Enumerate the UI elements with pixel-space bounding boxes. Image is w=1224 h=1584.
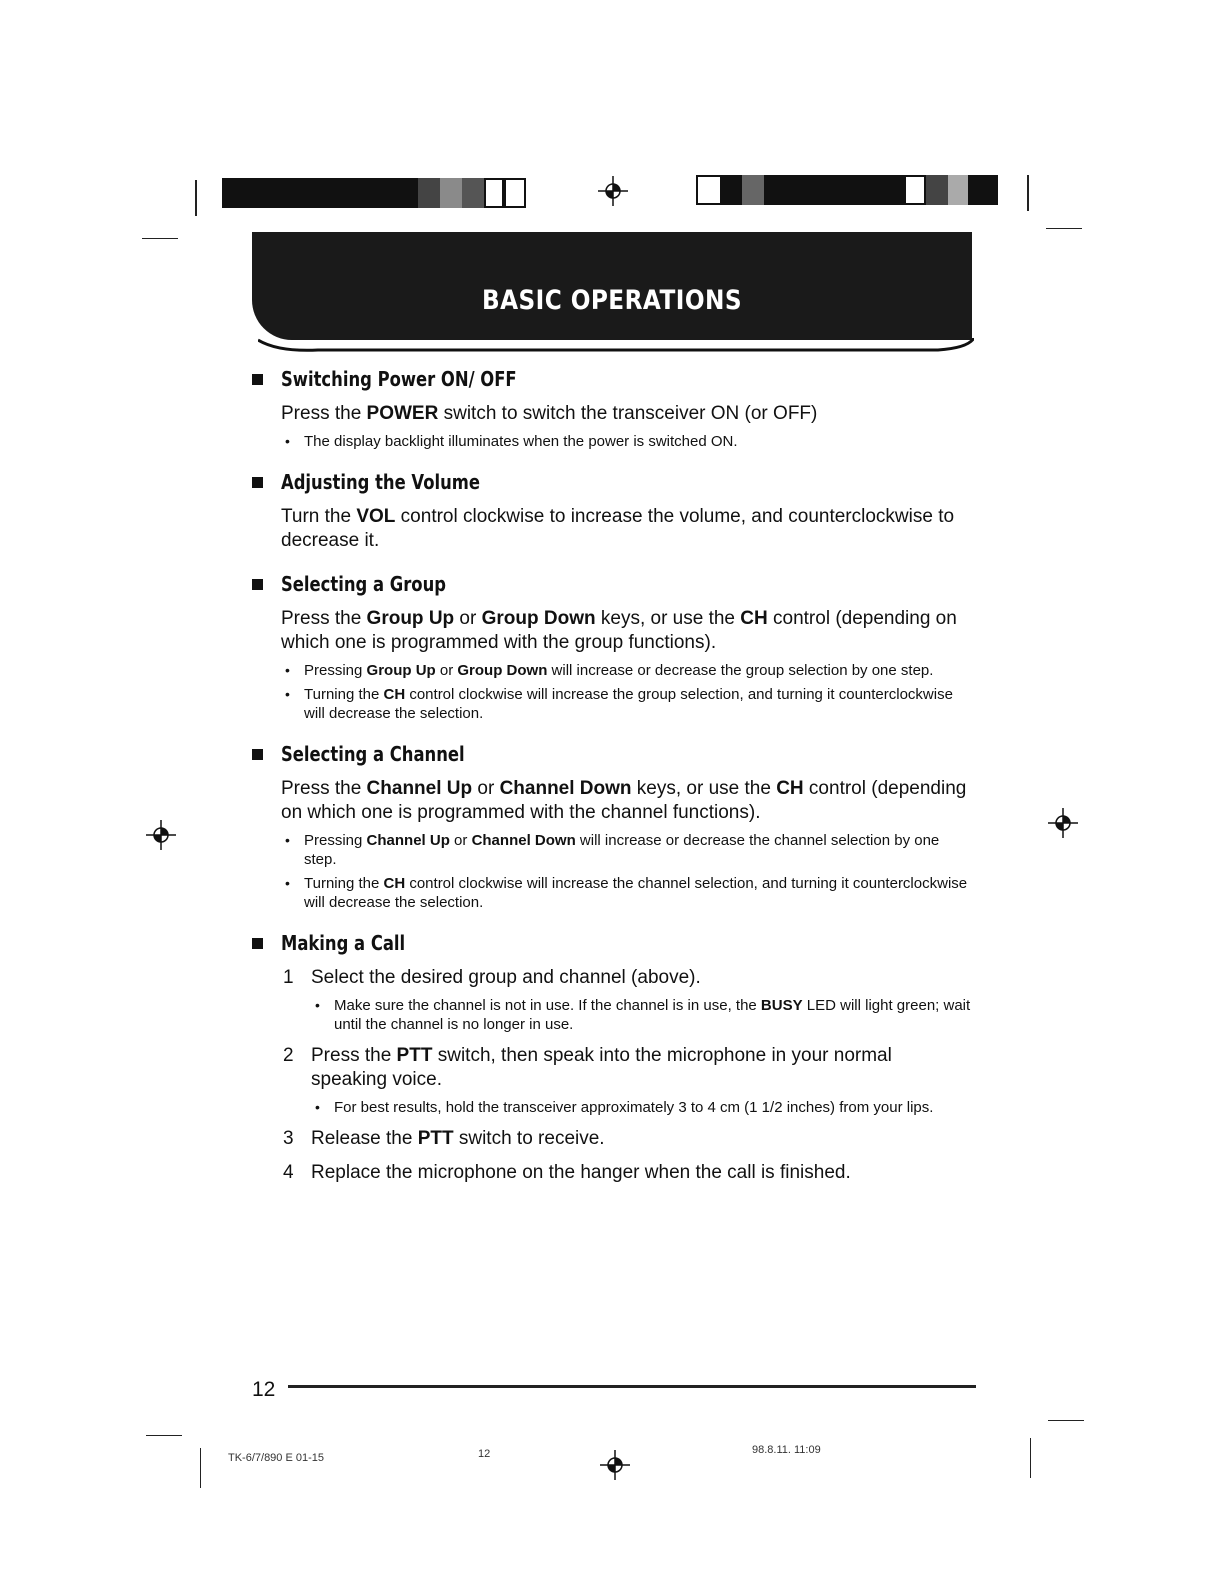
- text-run: switch, then speak into the microphone in your normal speaking voice.: [311, 1045, 892, 1090]
- section: [252, 567, 972, 723]
- crop-mark: [142, 238, 178, 239]
- text-run: control (depending on which one is programmed with the group functions).: [281, 608, 957, 653]
- page-number: 12: [252, 1378, 276, 1401]
- step-number: 4: [283, 1162, 294, 1183]
- bullet-list: [281, 831, 972, 912]
- step-number: 3: [283, 1128, 294, 1149]
- content-area: [252, 362, 972, 1199]
- crop-mark: [1027, 175, 1029, 211]
- body-paragraph: [281, 777, 972, 825]
- crop-mark: [1048, 1420, 1084, 1421]
- bold-term: CH: [776, 778, 804, 799]
- list-item: [281, 874, 972, 912]
- text-run: control (depending on which one is programmed with the channel functions).: [281, 778, 967, 823]
- section-title: Adjusting the Volume: [281, 470, 481, 494]
- step-number: 1: [283, 967, 294, 988]
- text-run: or: [454, 608, 482, 629]
- square-bullet-icon: [252, 477, 263, 488]
- bold-term: POWER: [366, 403, 439, 424]
- text-run: Turning the: [304, 875, 384, 892]
- crop-mark: [1030, 1438, 1031, 1478]
- step-item: [281, 1044, 972, 1117]
- step-text: [311, 1127, 972, 1151]
- bold-term: PTT: [396, 1045, 433, 1066]
- text-run: Pressing: [304, 662, 367, 679]
- text-run: The display backlight illuminates when the power is switched ON.: [304, 433, 738, 450]
- text-run: control clockwise will increase the channel selection, and turning it counterclockwise will decrease the selection.: [304, 875, 968, 911]
- bold-term: Group Down: [457, 662, 548, 679]
- text-run: Pressing: [304, 832, 367, 849]
- registration-mark-icon: [1048, 808, 1078, 838]
- text-run: will increase or decrease the channel selection by one step.: [304, 832, 940, 868]
- list-item: [281, 661, 972, 680]
- text-run: switch to receive.: [453, 1128, 605, 1149]
- body-paragraph: [281, 505, 972, 553]
- registration-mark-icon: [146, 820, 176, 850]
- text-run: control clockwise to increase the volume, and counterclockwise to decrease it.: [281, 506, 955, 551]
- doc-code: TK-6/7/890 E 01-15: [228, 1452, 325, 1464]
- page-rule: [288, 1385, 976, 1388]
- bold-term: VOL: [356, 506, 396, 527]
- crop-mark: [146, 1435, 182, 1436]
- header-underline: [258, 338, 974, 354]
- text-run: LED will light green; wait until the channel is no longer in use.: [334, 997, 971, 1033]
- step-item: [281, 1127, 972, 1151]
- bold-term: Channel Up: [366, 832, 450, 849]
- text-run: Turn the: [281, 506, 357, 527]
- section: [252, 737, 972, 912]
- bullet-list: [311, 1098, 972, 1117]
- square-bullet-icon: [252, 749, 263, 760]
- section-title: Switching Power ON/ OFF: [281, 367, 517, 391]
- section: [252, 362, 972, 451]
- text-run: Release the: [311, 1128, 418, 1149]
- step-text: [311, 1044, 972, 1092]
- list-item: [281, 685, 972, 723]
- list-item: [281, 831, 972, 869]
- bold-term: Group Down: [481, 608, 596, 629]
- step-text: [311, 966, 972, 990]
- text-run: will increase or decrease the group selection by one step.: [547, 662, 934, 679]
- print-timestamp: 98.8.11. 11:09: [752, 1444, 821, 1456]
- text-run: keys, or use the: [595, 608, 741, 629]
- bullet-list: [281, 661, 972, 723]
- color-bar-left: [222, 178, 526, 208]
- registration-mark-icon: [600, 1450, 630, 1480]
- square-bullet-icon: [252, 938, 263, 949]
- text-run: or: [472, 778, 500, 799]
- text-run: Press the: [281, 403, 367, 424]
- square-bullet-icon: [252, 579, 263, 590]
- text-run: Press the: [281, 608, 367, 629]
- bold-term: BUSY: [760, 997, 803, 1014]
- step-item: [281, 966, 972, 1034]
- bold-term: PTT: [417, 1128, 454, 1149]
- text-run: keys, or use the: [631, 778, 777, 799]
- bold-term: Group Up: [366, 662, 436, 679]
- list-item: [281, 432, 972, 451]
- bold-term: CH: [383, 875, 406, 892]
- section-title: Making a Call: [281, 931, 406, 955]
- bold-term: Channel Down: [471, 832, 576, 849]
- body-paragraph: [281, 402, 972, 426]
- text-run: For best results, hold the transceiver approximately 3 to 4 cm (1 1/2 inches) from your lips.: [334, 1099, 934, 1116]
- crop-mark: [1046, 228, 1082, 229]
- bold-term: CH: [383, 686, 406, 703]
- text-run: Turning the: [304, 686, 384, 703]
- text-run: Replace the microphone on the hanger when the call is finished.: [311, 1162, 851, 1183]
- text-run: Make sure the channel is not in use. If the channel is in use, the: [334, 997, 761, 1014]
- step-text: [311, 1161, 972, 1185]
- text-run: Select the desired group and channel (above).: [311, 967, 701, 988]
- text-run: or: [435, 662, 458, 679]
- bold-term: CH: [740, 608, 768, 629]
- list-item: [311, 996, 972, 1034]
- square-bullet-icon: [252, 374, 263, 385]
- section: [252, 465, 972, 553]
- step-item: [281, 1161, 972, 1185]
- steps-list: [281, 966, 972, 1185]
- text-run: switch to switch the transceiver ON (or OFF): [438, 403, 818, 424]
- bold-term: Channel Up: [366, 778, 473, 799]
- crop-mark: [195, 180, 197, 216]
- footer-page-number: 12: [478, 1448, 491, 1460]
- text-run: Press the: [311, 1045, 397, 1066]
- bullet-list: [281, 432, 972, 451]
- text-run: or: [449, 832, 472, 849]
- crop-mark: [200, 1448, 201, 1488]
- registration-mark-icon: [598, 176, 628, 206]
- text-run: Press the: [281, 778, 367, 799]
- body-paragraph: [281, 607, 972, 655]
- section-title: Selecting a Channel: [281, 742, 465, 766]
- text-run: control clockwise will increase the group selection, and turning it counterclockwise will decrease the selection.: [304, 686, 953, 722]
- step-number: 2: [283, 1045, 294, 1066]
- section-making-a-call: [252, 926, 972, 1185]
- list-item: [311, 1098, 972, 1117]
- color-bar-right: [696, 175, 998, 205]
- bold-term: Group Up: [366, 608, 455, 629]
- bullet-list: [311, 996, 972, 1034]
- section-title: Selecting a Group: [281, 572, 446, 596]
- bold-term: Channel Down: [499, 778, 632, 799]
- page-title: BASIC OPERATIONS: [481, 285, 743, 316]
